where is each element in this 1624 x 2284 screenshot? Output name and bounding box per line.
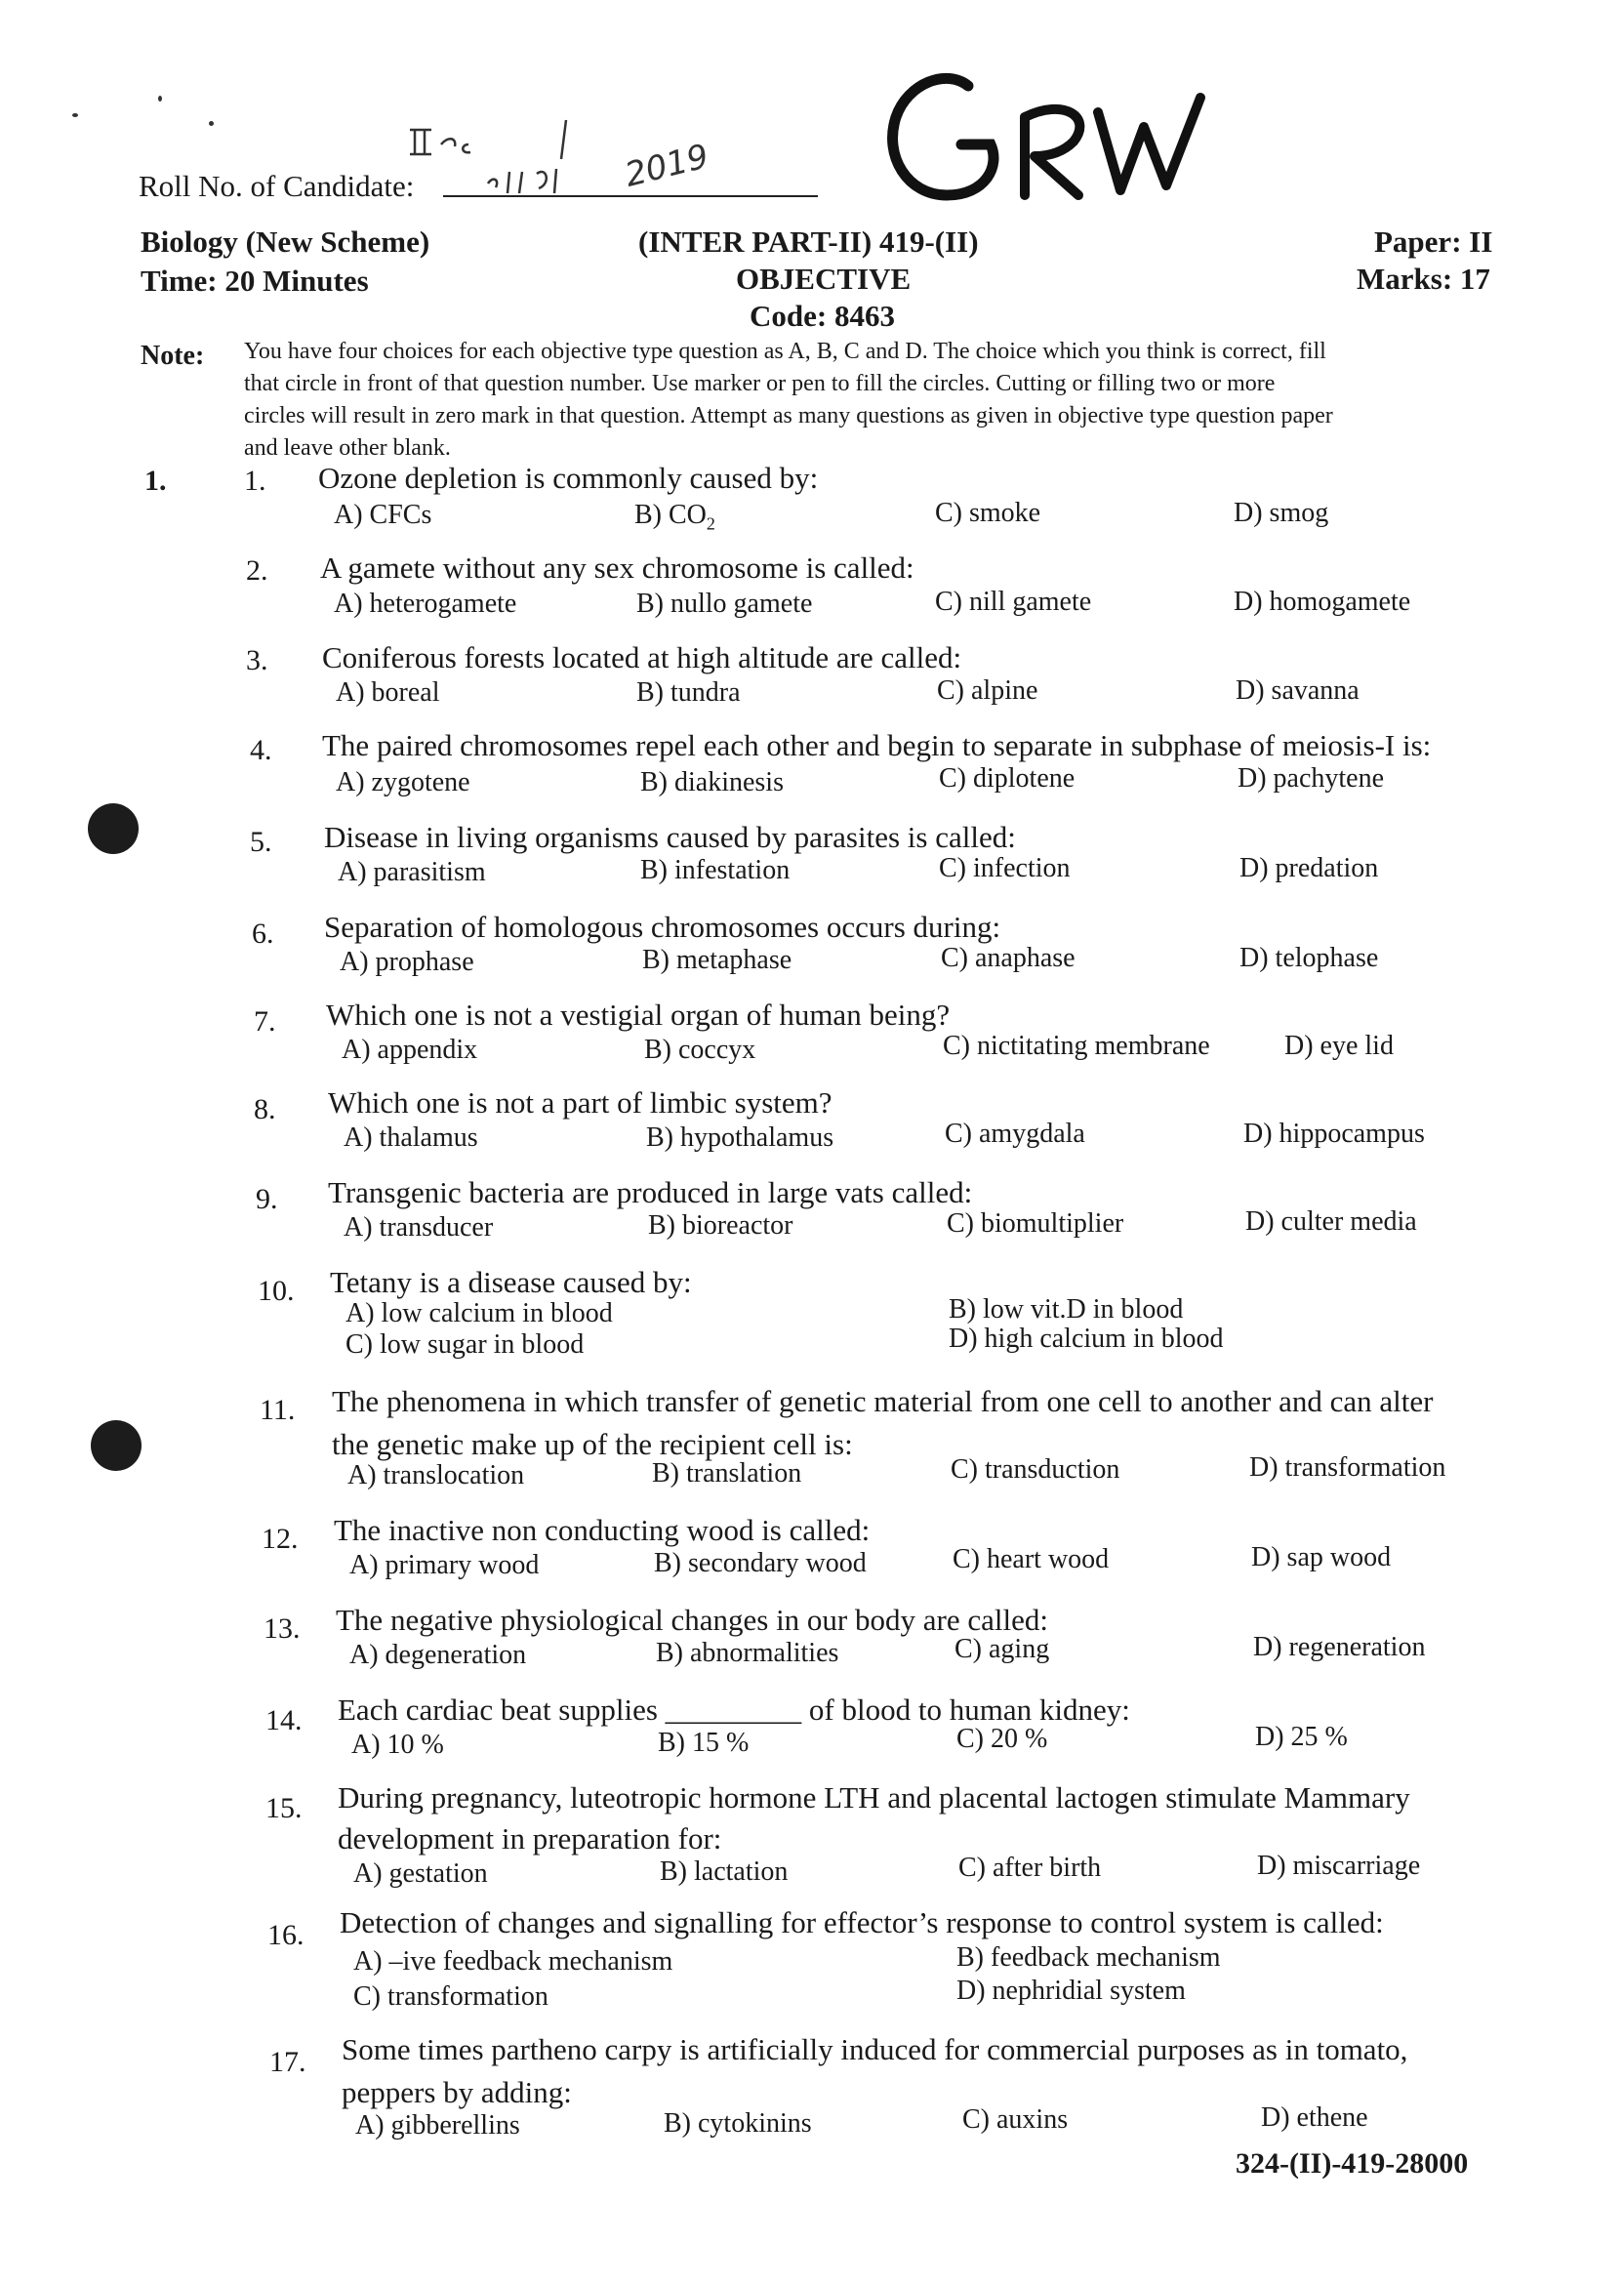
answer-option: A) 10 % bbox=[351, 1730, 444, 1760]
punch-hole-top bbox=[88, 803, 139, 854]
answer-option: B) tundra bbox=[636, 677, 741, 708]
question-text: Detection of changes and signalling for effector’s response to control system is called: bbox=[340, 1905, 1384, 1939]
answer-option: D) regeneration bbox=[1253, 1632, 1426, 1662]
note-line: that circle in front of that question number. Use marker or pen to fill the circles. Cutting or filling two or more bbox=[244, 371, 1276, 396]
question-number: 1. bbox=[244, 465, 266, 497]
question-number: 17. bbox=[269, 2046, 306, 2078]
answer-option: C) alpine bbox=[937, 675, 1038, 706]
answer-option: D) sap wood bbox=[1251, 1542, 1392, 1572]
answer-option: D) eye lid bbox=[1284, 1031, 1394, 1061]
answer-option: A) heterogamete bbox=[334, 589, 517, 619]
answer-option: C) amygdala bbox=[945, 1119, 1085, 1149]
answer-option: A) zygotene bbox=[336, 767, 470, 797]
note-line: circles will result in zero mark in that question. Attempt as many questions as given in objective type question paper bbox=[244, 403, 1333, 428]
answer-option: D) telophase bbox=[1239, 943, 1379, 973]
paper-number: Paper: II bbox=[1374, 224, 1493, 259]
footer-code: 324-(II)-419-28000 bbox=[1236, 2147, 1469, 2180]
answer-option: D) homogamete bbox=[1234, 587, 1411, 617]
answer-option: B) infestation bbox=[640, 855, 791, 885]
answer-option: B) low vit.D in blood bbox=[949, 1294, 1184, 1325]
roll-number-label: Roll No. of Candidate: bbox=[139, 169, 415, 203]
question-text: Which one is not a part of limbic system? bbox=[328, 1085, 832, 1120]
paper-code: Code: 8463 bbox=[750, 299, 895, 333]
note-instructions bbox=[244, 336, 1513, 465]
time-allowed: Time: 20 Minutes bbox=[141, 264, 369, 298]
question-number: 11. bbox=[260, 1394, 296, 1426]
question-text: The paired chromosomes repel each other and begin to separate in subphase of meiosis-I is: bbox=[322, 728, 1432, 762]
answer-option: B) translation bbox=[652, 1458, 802, 1489]
answer-option: C) nill gamete bbox=[935, 587, 1092, 617]
question-text: Disease in living organisms caused by parasites is called: bbox=[324, 820, 1016, 854]
answer-option: C) biomultiplier bbox=[947, 1208, 1124, 1239]
question-text: Transgenic bacteria are produced in large vats called: bbox=[328, 1175, 973, 1209]
answer-option: B) nullo gamete bbox=[636, 589, 813, 619]
answer-option: A) transducer bbox=[344, 1212, 494, 1243]
question-number: 14. bbox=[265, 1704, 303, 1736]
note-line: You have four choices for each objective type question as A, B, C and D. The choice which you think is correct, fill bbox=[244, 339, 1326, 364]
handwritten-year: 2019 bbox=[621, 137, 713, 195]
answer-option: B) $CO_2$ bbox=[634, 500, 715, 534]
answer-option: A) boreal bbox=[336, 677, 440, 708]
question-text: Ozone depletion is commonly caused by: bbox=[318, 461, 819, 495]
answer-option: C) aging bbox=[954, 1634, 1050, 1664]
question-number: 7. bbox=[254, 1005, 276, 1038]
question-text: Tetany is a disease caused by: bbox=[330, 1265, 692, 1299]
question-number: 6. bbox=[252, 918, 274, 950]
answer-option: A) –ive feedback mechanism bbox=[353, 1946, 673, 1977]
answer-option: A) prophase bbox=[340, 947, 474, 977]
answer-option: D) ethene bbox=[1261, 2102, 1368, 2133]
subject-title: Biology (New Scheme) bbox=[141, 224, 430, 259]
answer-option: C) heart wood bbox=[953, 1544, 1110, 1574]
question-number: 8. bbox=[254, 1093, 276, 1125]
answer-option: B) secondary wood bbox=[654, 1548, 867, 1578]
answer-option: A) primary wood bbox=[349, 1550, 540, 1580]
question-text: the genetic make up of the recipient cell is: bbox=[332, 1427, 853, 1461]
answer-option: C) transformation bbox=[353, 1981, 548, 2012]
question-number: 12. bbox=[262, 1523, 299, 1555]
question-text: Some times partheno carpy is artificially induced for commercial purposes as in tomato, bbox=[342, 2032, 1408, 2066]
answer-option: D) smog bbox=[1234, 498, 1329, 528]
answer-option: C) diplotene bbox=[939, 763, 1076, 794]
section-number: 1. bbox=[144, 465, 167, 497]
question-text: development in preparation for: bbox=[338, 1821, 722, 1856]
paper-type: OBJECTIVE bbox=[736, 262, 912, 296]
question-text: Separation of homologous chromosomes occurs during: bbox=[324, 910, 1001, 944]
answer-option: A) gestation bbox=[353, 1858, 488, 1889]
answer-option: D) savanna bbox=[1236, 675, 1360, 706]
answer-option: A) gibberellins bbox=[355, 2110, 520, 2141]
answer-option: A) CFCs bbox=[334, 500, 432, 530]
question-text: Coniferous forests located at high altitude are called: bbox=[322, 640, 962, 674]
question-text: peppers by adding: bbox=[342, 2075, 572, 2109]
answer-option: C) anaphase bbox=[941, 943, 1076, 973]
question-text: The phenomena in which transfer of genetic material from one cell to another and can alter bbox=[332, 1384, 1434, 1418]
answer-option: D) nephridial system bbox=[956, 1976, 1186, 2006]
speck bbox=[158, 96, 162, 102]
question-text: Which one is not a vestigial organ of human being? bbox=[326, 998, 951, 1032]
answer-option: B) bioreactor bbox=[648, 1210, 793, 1241]
note-line: and leave other blank. bbox=[244, 435, 451, 461]
answer-option: D) pachytene bbox=[1238, 763, 1385, 794]
note-label: Note: bbox=[141, 341, 205, 371]
answer-option: D) predation bbox=[1239, 853, 1379, 883]
exam-part: (INTER PART-II) 419-(II) bbox=[638, 224, 979, 259]
answer-option: C) low sugar in blood bbox=[345, 1329, 585, 1360]
roll-number-field[interactable] bbox=[443, 195, 818, 197]
answer-option: D) 25 % bbox=[1255, 1722, 1348, 1752]
question-number: 9. bbox=[256, 1183, 278, 1215]
answer-option: B) diakinesis bbox=[640, 767, 784, 797]
answer-option: A) thalamus bbox=[344, 1122, 478, 1153]
answer-option: C) infection bbox=[939, 853, 1071, 883]
answer-option: B) lactation bbox=[660, 1856, 789, 1887]
question-text: Each cardiac beat supplies _________ of blood to human kidney: bbox=[338, 1693, 1130, 1727]
handwritten-grw-mark bbox=[878, 59, 1230, 224]
answer-option: B) abnormalities bbox=[656, 1638, 839, 1668]
total-marks: Marks: 17 bbox=[1357, 262, 1490, 296]
answer-option: C) nictitating membrane bbox=[943, 1031, 1210, 1061]
question-number: 13. bbox=[264, 1612, 301, 1645]
answer-option: A) translocation bbox=[347, 1460, 525, 1490]
question-text: During pregnancy, luteotropic hormone LTH and placental lactogen stimulate Mammary bbox=[338, 1780, 1410, 1815]
answer-option: B) hypothalamus bbox=[646, 1122, 834, 1153]
question-number: 2. bbox=[246, 554, 268, 587]
question-number: 10. bbox=[258, 1275, 295, 1307]
question-text: A gamete without any sex chromosome is called: bbox=[320, 551, 914, 585]
answer-option: A) low calcium in blood bbox=[345, 1298, 613, 1328]
answer-option: B) 15 % bbox=[658, 1728, 750, 1758]
answer-option: B) cytokinins bbox=[664, 2108, 812, 2139]
answer-option: A) parasitism bbox=[338, 857, 486, 887]
question-number: 16. bbox=[267, 1919, 304, 1951]
answer-option: D) miscarriage bbox=[1257, 1851, 1421, 1881]
question-number: 15. bbox=[265, 1792, 303, 1824]
speck bbox=[209, 121, 214, 126]
answer-option: C) transduction bbox=[951, 1454, 1120, 1485]
answer-option: C) 20 % bbox=[956, 1724, 1048, 1754]
answer-option: A) degeneration bbox=[349, 1640, 527, 1670]
answer-option: C) smoke bbox=[935, 498, 1041, 528]
question-text: The inactive non conducting wood is called: bbox=[334, 1513, 871, 1547]
answer-option: D) hippocampus bbox=[1243, 1119, 1425, 1149]
answer-option: C) after birth bbox=[958, 1853, 1102, 1883]
answer-option: B) coccyx bbox=[644, 1035, 756, 1065]
answer-option: A) appendix bbox=[342, 1035, 478, 1065]
speck bbox=[72, 113, 78, 117]
question-text: The negative physiological changes in our body are called: bbox=[336, 1603, 1048, 1637]
answer-option: D) transformation bbox=[1249, 1452, 1446, 1483]
question-number: 5. bbox=[250, 826, 272, 858]
punch-hole-bottom bbox=[91, 1420, 142, 1471]
question-number: 4. bbox=[250, 734, 272, 766]
answer-option: D) high calcium in blood bbox=[949, 1324, 1224, 1354]
answer-option: D) culter media bbox=[1245, 1206, 1417, 1237]
question-number: 3. bbox=[246, 644, 268, 676]
answer-option: C) auxins bbox=[962, 2104, 1069, 2135]
answer-option: B) feedback mechanism bbox=[956, 1942, 1221, 1973]
answer-option: B) metaphase bbox=[642, 945, 792, 975]
